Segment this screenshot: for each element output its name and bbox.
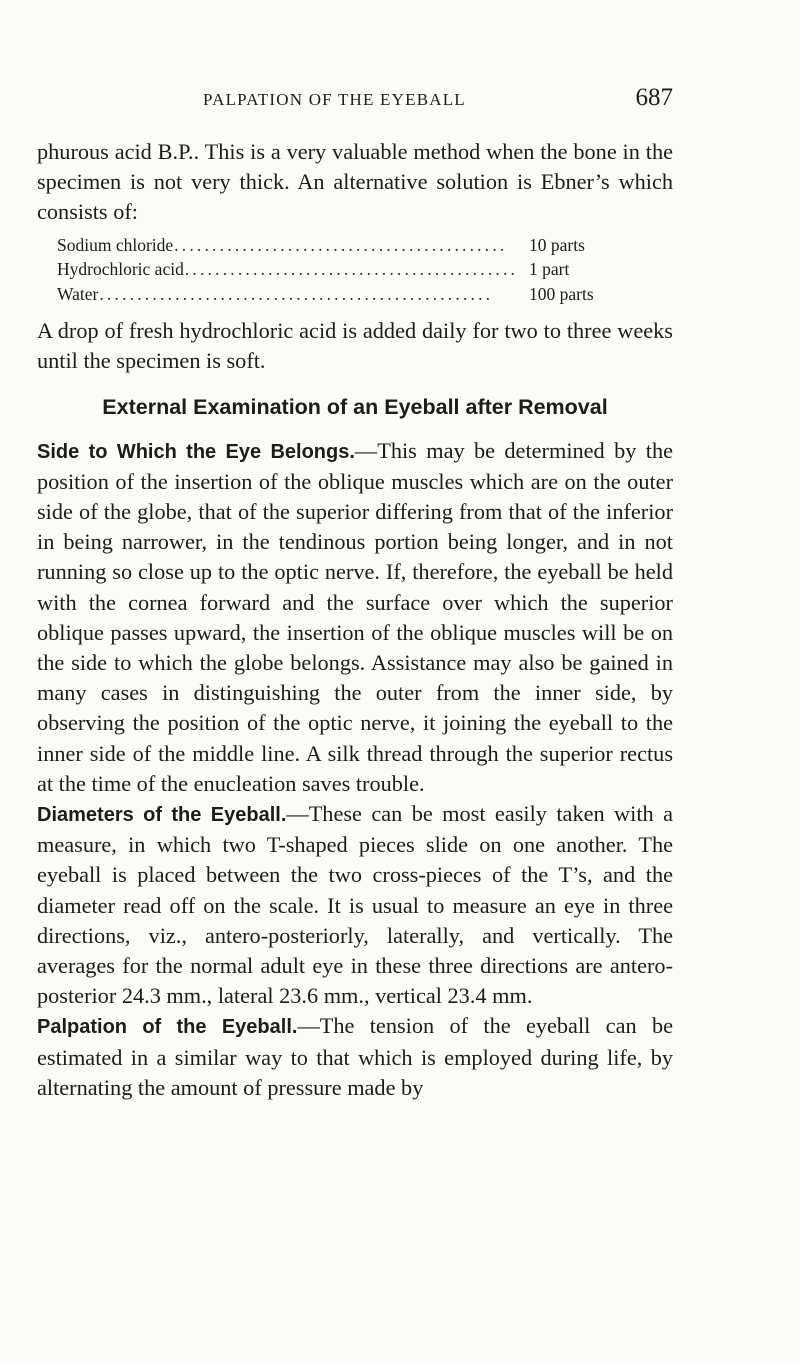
ebner-solution-recipe [57, 233, 649, 307]
dot-leader: .................................................... [99, 283, 494, 304]
ingredient-quantity: 1 part [529, 259, 570, 280]
palpation-paragraph [37, 1011, 673, 1103]
em-dash: — [354, 437, 378, 463]
running-header [37, 84, 673, 114]
run-in-heading: Side to Which the Eye Belongs. [37, 440, 355, 463]
dot-leader: ............................................ [184, 259, 519, 280]
ingredient-quantity: 100 parts [529, 283, 594, 304]
ingredient-name: Sodium chloride [57, 234, 174, 255]
run-in-heading: Diameters of the Eyeball. [37, 803, 287, 826]
ingredient-name: Water [57, 283, 99, 304]
run-in-heading: Palpation of the Eyeball. [37, 1016, 298, 1039]
recipe-row [57, 233, 649, 258]
recipe-row [57, 257, 649, 282]
paragraph-text: This may be determined by the position of the insertion of the oblique muscles which are on the outer side of the globe, that of the superior differing from that of the inferior in being narrower, in the tendinous portion being longer, and in not running so close up to the optic nerve. If, therefore, the eyeball be held with the cornea forward and the surface over which the superior oblique passes upward, the insertion of the oblique muscles will be on the side to which the globe belongs. Assistance may also be gained in many cases in distinguishing the outer from the inner side, by observing the position of the optic nerve, it joining the eyeball to the inner side of the middle line. A silk thread through the superior rectus at the time of the enucleation saves trouble. [37, 437, 673, 796]
after-recipe-paragraph: A drop of fresh hydrochloric acid is added daily for two to three weeks until the specimen is soft. [37, 318, 673, 374]
ingredient-name: Hydrochloric acid [57, 259, 184, 280]
page-number: 687 [635, 84, 673, 111]
running-title: PALPATION OF THE EYEBALL [203, 90, 466, 109]
paragraph-text: The tension of the eyeball can be estimated in a similar way to that which is employed during life, by alternating the amount of pressure made by [37, 1013, 673, 1100]
side-of-eye-paragraph [37, 436, 673, 799]
recipe-row [57, 282, 649, 307]
paragraph-text: These can be most easily taken with a measure, in which two T-shaped pieces slide on one another. The eyeball is placed between the two cross-pieces of the T’s, and the diameter read off on the scale. It is usual to measure an eye in three directions, viz., antero-posteriorly, laterally, and vertically. The averages for the normal adult eye in these three directions are antero-posterior 24.3 mm., lateral 23.6 mm., vertical 23.4 mm. [37, 800, 673, 1009]
intro-paragraph: phurous acid B.P.. This is a very valuable method when the bone in the specimen is not very thick. An alternative solution is Ebner’s which consists of: [37, 139, 673, 225]
em-dash: — [286, 800, 309, 826]
diameters-paragraph [37, 799, 673, 1011]
body-text [37, 137, 673, 1103]
em-dash: — [297, 1013, 320, 1039]
dot-leader: ............................................ [174, 234, 508, 255]
ingredient-quantity: 10 parts [529, 234, 585, 255]
section-heading: External Examination of an Eyeball after Removal [102, 394, 608, 419]
